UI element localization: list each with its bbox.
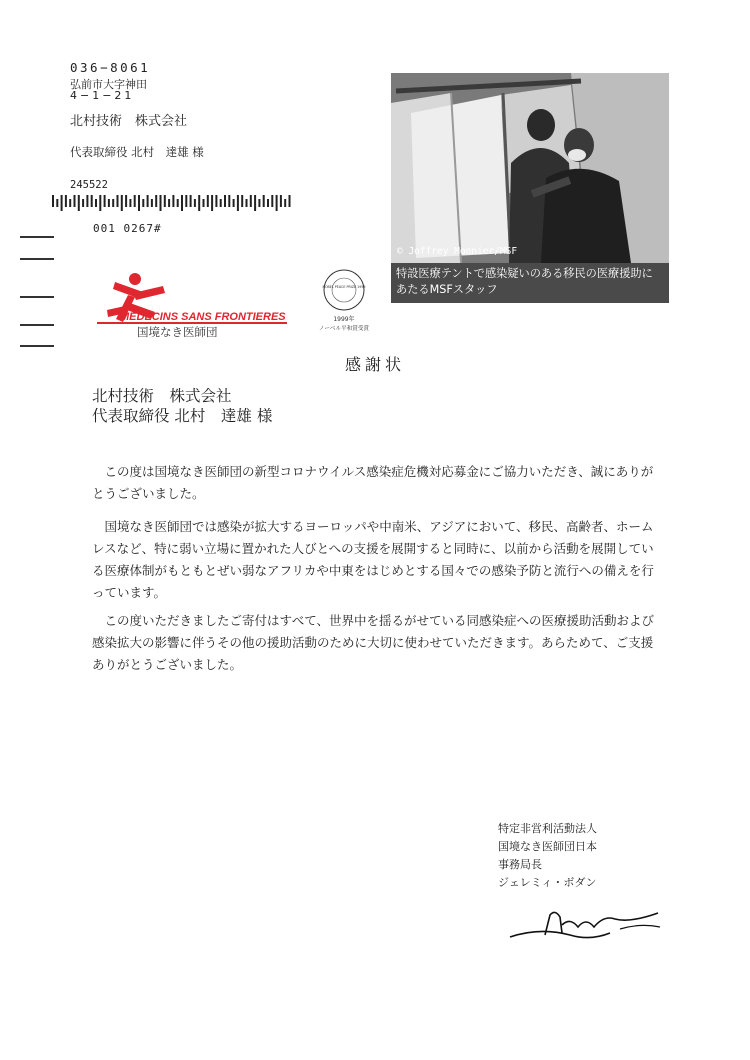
barcode-bar [164,195,166,207]
barcode-bar [185,195,187,207]
barcode-bar [241,195,243,207]
customer-code: 245522 [70,179,108,191]
barcode-bar [237,195,239,211]
barcode-bar [78,195,80,211]
barcode-bar [254,195,256,211]
barcode-bar [181,195,183,211]
barcode-bar [142,199,144,207]
barcode-bar [172,195,174,207]
barcode-bar [168,199,170,207]
nobel-year: 1999年 [333,316,355,323]
postal-code: 036−8061 [70,60,151,75]
barcode-bar [177,199,179,207]
barcode-bar [69,199,71,207]
barcode-bar [108,199,110,207]
barcode-bar [151,199,153,207]
nobel-caption: ノーベル平和賞受賞 [318,326,370,332]
barcode-bar [194,199,196,207]
barcode-bar [74,195,76,207]
barcode-bar [271,195,273,207]
address-line-2: 4−1−21 [70,89,135,102]
msf-logo [93,270,293,338]
fold-mark [20,236,54,238]
barcode-bar [91,195,93,207]
photo-caption-line-2: あたるMSFスタッフ [396,283,498,296]
barcode-bar [138,195,140,211]
letter-title: 感謝状 [344,355,405,374]
barcode-bar [61,195,63,211]
sender-org-type: 特定非営利活動法人 [498,822,597,835]
barcode-bar [258,199,260,207]
barcode-bar [52,195,54,207]
barcode-bar [82,199,84,207]
barcode-bar [134,195,136,207]
letter-paragraph-2: 国境なき医師団では感染が拡大するヨーロッパや中南米、アジアにおいて、移民、高齢者、ホームレスなど、特に弱い立場に置かれた人びとへの支援を展開すると同時に、以前から活動を展開している医療体制がもともとぜい弱なアフリカや中東をはじめとする国々での感染予防と流行への備えを行っています。 [92,519,654,600]
barcode-bar [121,195,123,211]
barcode-bar [147,195,149,207]
barcode-bar [203,199,205,207]
barcode-bar [65,195,67,207]
barcode-bar [207,195,209,207]
barcode-bar [56,199,58,207]
postal-barcode [52,195,294,211]
letter-paragraph-1: この度は国境なき医師団の新型コロナウイルス感染症危機対応募金にご協力いただき、誠にありがとうございました。 [92,464,654,501]
barcode-bar [284,199,286,207]
fold-mark [20,296,54,298]
barcode-bar [160,195,162,211]
barcode-bar [250,195,252,207]
barcode-bar [112,199,114,207]
barcode-bar [211,195,213,211]
barcode-bar [246,199,248,207]
fold-mark [20,258,54,260]
fold-mark [20,324,54,326]
recipient-person: 代表取締役 北村 達雄 様 [92,407,273,425]
barcode-bar [99,195,101,211]
barcode-bar [95,199,97,207]
photo-credit: © Joffrey Monnier/MSF [397,246,518,257]
address-person: 代表取締役 北村 達雄 様 [70,145,204,159]
barcode-bar [215,195,217,207]
nobel-seal-text: NOBEL PEACE PRIZE 1999 [322,285,366,289]
fold-mark [20,345,54,347]
sender-name: ジェレミィ・ボダン [498,876,597,889]
letter-paragraph-3: この度いただきましたご寄付はすべて、世界中を揺るがせている同感染症への医療援助活動および感染拡大の影響に伴うその他の援助活動のために大切に使わせていただきます。あらためて、ご支援ありがとうございました。 [92,613,655,672]
reference-code: 001 0267# [93,222,162,235]
barcode-bar [198,195,200,211]
barcode-bar [220,199,222,207]
msf-name-en: MEDECINS SANS FRONTIERES [120,311,286,323]
barcode-bar [228,195,230,207]
msf-name-ja: 国境なき医師団 [137,325,218,338]
nobel-seal [312,266,376,336]
barcode-bar [155,195,157,207]
photo-msf-tent [391,73,669,303]
recipient-company: 北村技術 株式会社 [92,387,232,405]
barcode-bar [263,195,265,207]
barcode-bar [190,195,192,207]
photo-caption-line-1: 特設医療テントで感染疑いのある移民の医療援助に [396,267,653,280]
address-company: 北村技術 株式会社 [70,114,188,129]
barcode-bar [233,199,235,207]
barcode-bar [267,199,269,207]
barcode-bar [276,195,278,211]
signature [500,905,670,945]
sender-title: 事務局長 [498,858,542,871]
barcode-bar [289,195,291,207]
barcode-bar [280,195,282,207]
barcode-bar [104,195,106,207]
barcode-bar [125,195,127,207]
address-line-1: 弘前市大字神田 [70,78,147,91]
sender-org-name: 国境なき医師団日本 [498,840,597,853]
photo-caption [391,263,669,303]
barcode-bar [86,195,88,207]
barcode-bar [224,195,226,207]
barcode-bar [129,199,131,207]
barcode-bar [117,195,119,207]
